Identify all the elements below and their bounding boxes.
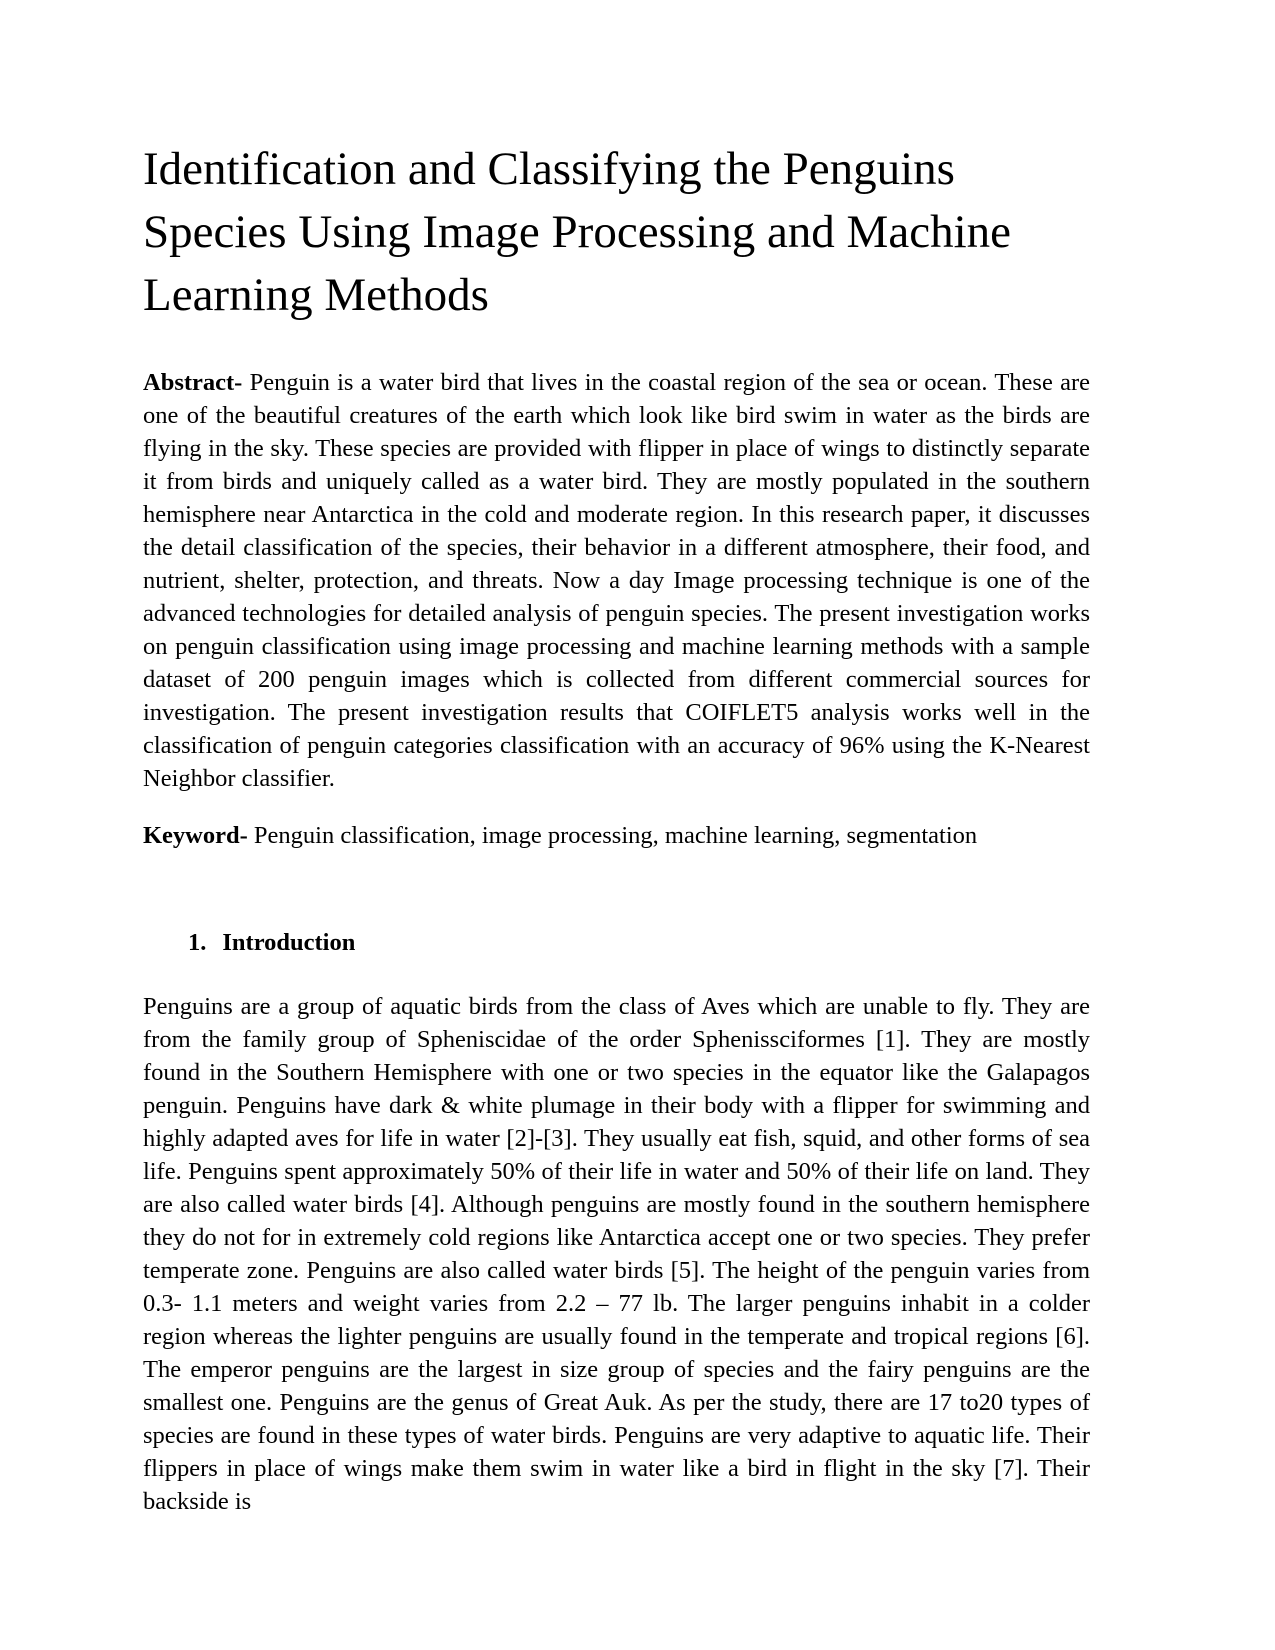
paper-title: Identification and Classifying the Penguins Species Using Image Processing and Machine Learning Methods bbox=[143, 143, 1011, 321]
keyword-label: Keyword- bbox=[143, 822, 248, 849]
section-number: 1. bbox=[188, 929, 207, 956]
abstract-paragraph bbox=[143, 366, 1090, 795]
abstract-label: Abstract- bbox=[143, 369, 243, 396]
abstract-text: Penguin is a water bird that lives in the coastal region of the sea or ocean. These are one of the beautiful creatures of the earth which look like bird swim in water as the birds are flying in the sky. These species are provided with flipper in place of wings to distinctly separate it from birds and uniquely called as a water bird. They are mostly populated in the southern hemisphere near Antarctica in the cold and moderate region. In this research paper, it discusses the detail classification of the species, their behavior in a different atmosphere, their food, and nutrient, shelter, protection, and threats. Now a day Image processing technique is one of the advanced technologies for detailed analysis of penguin species. The present investigation works on penguin classification using image processing and machine learning methods with a sample dataset of 200 penguin images which is collected from different commercial sources for investigation. The present investigation results that COIFLET5 analysis works well in the classification of penguin categories classification with an accuracy of 96% using the K-Nearest Neighbor classifier. bbox=[143, 369, 1090, 792]
keyword-line bbox=[143, 819, 1090, 852]
section-title: Introduction bbox=[222, 929, 356, 956]
section-heading-introduction bbox=[188, 926, 1090, 959]
introduction-paragraph: Penguins are a group of aquatic birds from the class of Aves which are unable to fly. They are from the family group of Spheniscidae of the order Sphenissciformes [1]. They are mostly found in the Southern Hemisphere with one or two species in the equator like the Galapagos penguin. Penguins have dark & white plumage in their body with a flipper for swimming and highly adapted aves for life in water [2]-[3]. They usually eat fish, squid, and other forms of sea life. Penguins spent approximately 50% of their life in water and 50% of their life on land. They are also called water birds [4]. Although penguins are mostly found in the southern hemisphere they do not for in extremely cold regions like Antarctica accept one or two species. They prefer temperate zone. Penguins are also called water birds [5]. The height of the penguin varies from 0.3- 1.1 meters and weight varies from 2.2 – 77 lb. The larger penguins inhabit in a colder region whereas the lighter penguins are usually found in the temperate and tropical regions [6]. The emperor penguins are the largest in size group of species and the fairy penguins are the smallest one. Penguins are the genus of Great Auk. As per the study, there are 17 to20 types of species are found in these types of water birds. Penguins are very adaptive to aquatic life. Their flippers in place of wings make them swim in water like a bird in flight in the sky [7]. Their backside is bbox=[143, 993, 1090, 1515]
keyword-text: Penguin classification, image processing, machine learning, segmentation bbox=[247, 822, 978, 849]
paper-content bbox=[143, 0, 1090, 1518]
